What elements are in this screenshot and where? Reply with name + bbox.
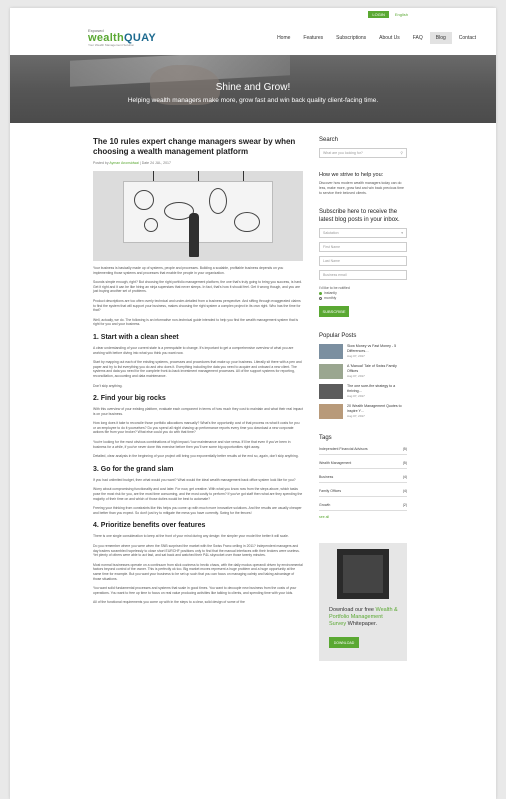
first-name-placeholder: First Name	[323, 245, 341, 249]
section-para: With this overview of your existing platform, evaluate each component in terms of how much they cost to maintain and what their real impact is on your business.	[93, 407, 303, 416]
popular-post[interactable]	[319, 404, 407, 419]
login-button[interactable]: LOGIN	[368, 11, 388, 18]
post-thumbnail	[319, 364, 343, 379]
post-date: Aug 07, 2017	[347, 394, 365, 398]
lamp-icon	[153, 171, 154, 181]
post-info	[347, 404, 407, 419]
tag-count: (2)	[402, 503, 407, 507]
tag-item[interactable]	[319, 444, 407, 455]
main-nav	[271, 32, 482, 44]
section-heading: 2. Find your big rocks	[93, 395, 166, 403]
nav-subscriptions[interactable]: Subscriptions	[336, 35, 367, 41]
first-name-field[interactable]	[319, 242, 407, 252]
chevron-down-icon: ▾	[401, 231, 403, 235]
article-image	[93, 171, 303, 261]
promo-text	[329, 607, 401, 628]
top-bar	[10, 8, 496, 21]
tag-count: (4)	[402, 489, 407, 493]
nav-home[interactable]: Home	[277, 35, 291, 41]
logo[interactable]	[88, 29, 156, 47]
tag-count: (5)	[402, 447, 407, 451]
page-frame	[10, 8, 496, 799]
section-para: All of the functional requirements you come up with in the steps to a clear, solid design of some of the	[93, 600, 245, 605]
section-heading: 3. Go for the grand slam	[93, 465, 174, 473]
tag-count: (4)	[402, 475, 407, 479]
help-heading: How we strive to help you:	[319, 172, 384, 178]
site-header	[10, 21, 496, 55]
radio-instantly-label: instantly	[324, 291, 337, 295]
section-para: Worry about compromising functionality and cost later. For now, get creative. With what you know now from the steps above, which tasks pose the most risk for you, are the most time consuming, and the most costly to perform? If you've got staff then what are they spending the majority of their time on and which of those duties would be best to automate?	[93, 487, 303, 501]
doodle	[134, 190, 154, 210]
intro-para: Sounds simple enough, right? But choosing the right portfolio management platform, the one that's truly going to bring you success, is hard. Get it right and it can be like hiring an ninja superstars that never sleeps. In fact, that's how it should feel. Get it wrong though, and you are just buying another set of problems.	[93, 280, 303, 294]
notify-label: I'd like to be notified	[319, 286, 350, 290]
tag-name: Independent Financial Advisors	[319, 447, 368, 451]
post-title[interactable]: Slow Money vs Fast Money - 5 Differences…	[347, 344, 397, 353]
tag-name: Wealth Management	[319, 461, 352, 465]
radio-dot	[319, 297, 322, 300]
nav-features[interactable]: Features	[303, 35, 324, 41]
author-link[interactable]: Ayman Anonsidwai	[109, 161, 139, 165]
search-heading: Search	[319, 137, 339, 143]
subscribe-button[interactable]: SUBSCRIBE	[319, 306, 349, 317]
last-name-placeholder: Last Name	[323, 259, 340, 263]
hero-subtitle: Helping wealth managers make more, grow fast and win back quality client-facing time.	[127, 97, 379, 104]
section-para: A clear understanding of your current state is a prerequisite to change. It's important to get a comprehensive overview of what you are working with before diving into what you think you want now.	[93, 345, 294, 355]
search-icon[interactable]: ⚲	[400, 151, 403, 155]
promo-text-c: Whitepaper.	[346, 621, 378, 627]
logo-main-b: QUAY	[124, 32, 157, 44]
post-title[interactable]: A 'Manual' Tale of Swiss Family Offices	[347, 364, 397, 373]
popular-post[interactable]	[319, 384, 407, 399]
tag-name: Growth	[319, 503, 331, 507]
article-title: The 10 rules expert change managers swear by when choosing a wealth management platform	[93, 137, 296, 156]
tag-name: Business	[319, 475, 334, 479]
whitepaper-cover-inner	[343, 555, 383, 593]
doodle	[209, 188, 227, 214]
man-figure	[189, 213, 199, 257]
sidebar	[319, 137, 407, 661]
radio-monthly[interactable]	[319, 296, 407, 300]
nav-faq[interactable]: FAQ	[412, 35, 423, 41]
intro-para: Your business is basically made up of systems, people and processes. Building a scalable, profitable business depends on you implementing those systems and processes that enable the people in your organization.	[93, 266, 284, 275]
nav-about[interactable]: About Us	[379, 35, 400, 41]
tag-item[interactable]	[319, 500, 407, 511]
logo-main-a: wealth	[88, 32, 125, 44]
section-para: If you had unlimited budget, then what would you want? What would the ideal wealth management back office system look like for you?	[93, 477, 296, 482]
section-para: Freeing your thinking from constraints like this helps you come up with much more innovative solutions. And the results are usually cheaper and better than you expect. So don't just try to mitigate the mess you have currently. Swing for the fences!	[93, 506, 302, 515]
promo-link[interactable]: Wealth & Portfolio Management Survey	[329, 607, 398, 627]
email-field[interactable]	[319, 270, 407, 280]
section-para: Don't skip anything.	[93, 383, 123, 388]
promo-text-a: Download our free	[329, 607, 376, 613]
popular-heading: Popular Posts	[319, 333, 357, 339]
section-heading: 4. Prioritize benefits over features	[93, 522, 206, 530]
intro-para: Well, actually, we do. The following is an informative non-technical guide intended to help you find the wealth management system that is right for you and your business.	[93, 317, 299, 327]
post-thumbnail	[319, 384, 343, 399]
language-link[interactable]: English	[394, 12, 408, 17]
section-para: Detailed, clear analysis in the beginning of your project will bring you exponentially better results at the end so, again, don't skip anything.	[93, 454, 299, 459]
tag-item[interactable]	[319, 458, 407, 469]
post-date: Aug 07, 2017	[347, 374, 365, 378]
salutation-select[interactable]	[319, 228, 407, 238]
help-text: Discover how modern wealth managers today can do less, make more, grow fast and win back precious time to service their beloved clients.	[319, 181, 405, 195]
last-name-field[interactable]	[319, 256, 407, 266]
hero-title: Shine and Grow!	[215, 82, 291, 93]
doodle	[234, 212, 260, 232]
logo-tagline: Your Wealth Management Solution	[88, 43, 135, 47]
email-placeholder: Business email	[323, 273, 347, 277]
posted-by: Posted by	[93, 161, 109, 165]
tag-item[interactable]	[319, 472, 407, 483]
content-area	[10, 137, 496, 661]
post-thumbnail	[319, 344, 343, 359]
section-para: There is one single consideration to keep at the front of your mind during any design: the simpler your model the better it will scale.	[93, 534, 289, 539]
subscribe-heading: Subscribe here to receive the latest blog posts in your inbox.	[319, 209, 400, 223]
hero-banner	[10, 55, 496, 123]
article-date: Date 24 JUL, 2017	[141, 161, 171, 165]
section-heading: 1. Start with a clean sheet	[93, 333, 179, 341]
search-input[interactable]	[319, 148, 407, 158]
search-placeholder: What are you looking for?	[323, 151, 363, 155]
tag-item[interactable]	[319, 486, 407, 497]
post-info	[347, 384, 407, 399]
post-date: Aug 07, 2017	[347, 414, 365, 418]
popular-post[interactable]	[319, 364, 407, 379]
radio-dot	[319, 292, 322, 295]
tags-heading: Tags	[319, 435, 332, 441]
post-title[interactable]: The one sure-fire strategy to a thriving…	[347, 384, 396, 393]
article-meta: Posted by Ayman Anonsidwai | Date 24 JUL, 2017	[93, 161, 171, 165]
intro-para: Product descriptions are too often overly technical and under-detailed from a business perspective. And sifting through exaggerated claims to find the system that will support your business, makes choosing the right system a complex project in its own right. Who has the time for that?	[93, 298, 301, 313]
nav-blog[interactable]: Blog	[430, 32, 452, 44]
section-para: Do you remember where you were when the SNB surprised the market with the Swiss Franc ceiling in 2011? Independent managers and day traders scrambled hopelessly to close short EURCHF positions only to find that the manual interfaces with their brokers were useless. Yet plenty of others were able to act fast, and sat back and watched their P&L skyrocket over those twenty minutes.	[93, 544, 300, 558]
popular-post[interactable]	[319, 344, 407, 359]
post-thumbnail	[319, 404, 343, 419]
whitepaper-promo	[319, 543, 407, 661]
post-title[interactable]: 20 Wealth Management Quotes to inspire Y…	[347, 404, 402, 413]
section-para: Most normal businesses operate on a continuum from slick coziness to hectic chaos, with the daily modus operandi driven by environmental factors beyond control of the owner. This is perfectly ok too. Big market moves represent a huge problem and a huge opportunity at the same time for example. But you want your business to be set up such that you can focus on managing calmly and taking advantage of those situations.	[93, 562, 303, 581]
radio-instantly[interactable]	[319, 291, 407, 295]
tag-name: Family Offices	[319, 489, 342, 493]
post-info	[347, 344, 407, 359]
section-para: How long does it take to reconcile those portfolio allocations manually? What's the opportunity cost of that process vs what it costs for you or an employee to do it yourselves? Do you spend all night chasing up performance reports every time you download a new corporate actions file from your broker? What else could you do with that time?	[93, 421, 300, 435]
tag-count: (5)	[402, 461, 407, 465]
doodle	[144, 218, 158, 232]
download-button[interactable]: DOWNLOAD	[329, 637, 359, 648]
section-para: You want solid fundamental processes and systems that scale in good times. You want to decouple new business from the costs of your operations. You want to free up time to focus on real value producing activities like talking to clients, and spending time with your kids.	[93, 586, 297, 595]
section-para: Start by mapping out each of the existing systems, processes and procedures that make up your business. Literally sit there with a pen and paper and try to list everything you do and who does it. Everything including the data you need to acquire and onboard a new client. The systems and data you need for the complete front-to-back investment management processes. All of the support systems for reporting, reconciliation, accounting and data maintenance.	[93, 360, 302, 378]
lamp-icon	[198, 171, 199, 181]
whitepaper-cover	[337, 549, 389, 599]
lamp-icon	[243, 171, 244, 181]
logo-top: Exposed	[88, 28, 104, 33]
article	[93, 137, 303, 661]
radio-monthly-label: monthly	[324, 296, 337, 300]
see-all-link[interactable]: see all	[319, 515, 330, 519]
salutation-label: Salutation	[323, 231, 339, 235]
post-info	[347, 364, 407, 379]
post-date: Aug 07, 2017	[347, 354, 365, 358]
nav-contact[interactable]: Contact	[458, 35, 476, 41]
section-para: You're looking for the most obvious combinations of high impact / low maintenance and vice versa. It'll be that even if you've been in business for a while, if you've never done this exercise before then you'll see some big opportunities right away.	[93, 440, 291, 449]
